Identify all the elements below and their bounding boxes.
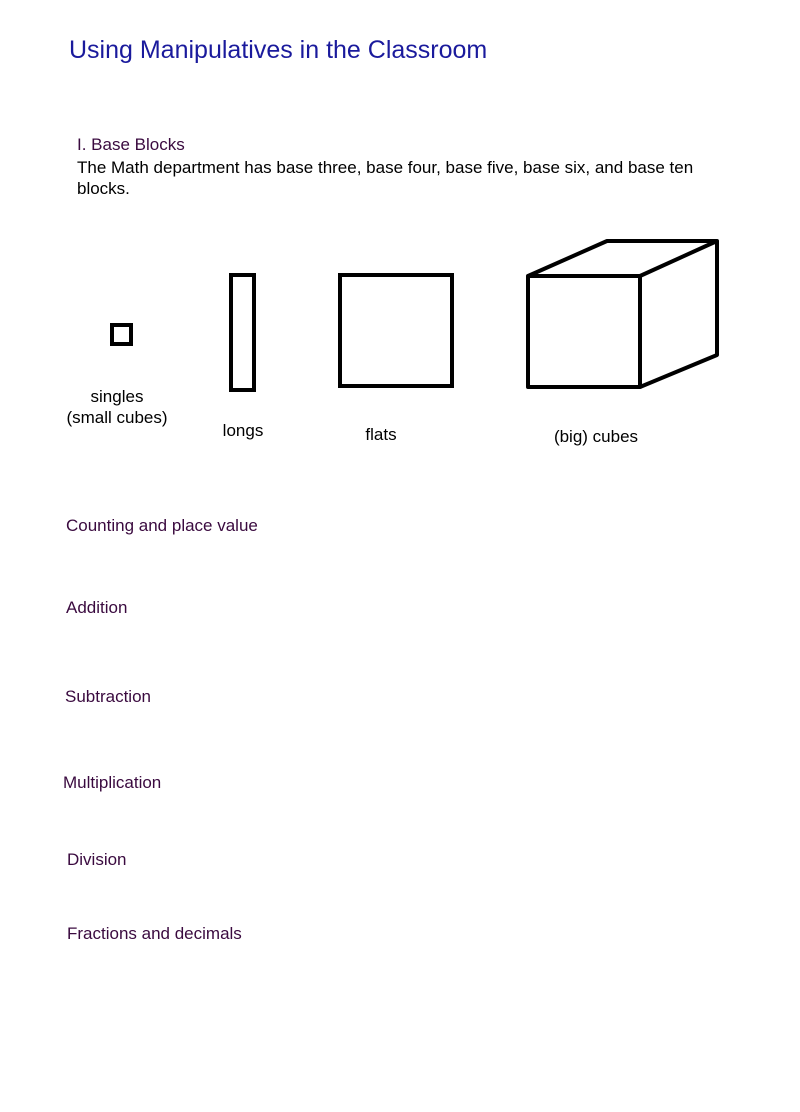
singles-label [52,386,182,428]
longs-label: longs [222,421,264,440]
cubes-label: (big) cubes [553,427,639,446]
topic-fractions-decimals: Fractions and decimals [67,924,242,943]
topic-division: Division [67,850,127,869]
single-cube-shape [112,325,131,344]
flats-label: flats [365,425,397,444]
long-shape [231,275,254,390]
topic-subtraction: Subtraction [65,687,151,706]
singles-label-line1: singles [90,387,144,406]
page-title: Using Manipulatives in the Classroom [69,36,488,64]
topic-addition: Addition [66,598,128,617]
section-heading-base-blocks: I. Base Blocks [77,135,185,154]
singles-label-line2: (small cubes) [66,408,168,427]
section-paragraph: The Math department has base three, base four, base five, base six, and base ten blocks. [77,158,694,198]
topic-multiplication: Multiplication [63,773,162,792]
flat-shape [340,275,452,386]
big-cube-shape [528,241,717,387]
topic-counting-place-value: Counting and place value [66,516,258,535]
